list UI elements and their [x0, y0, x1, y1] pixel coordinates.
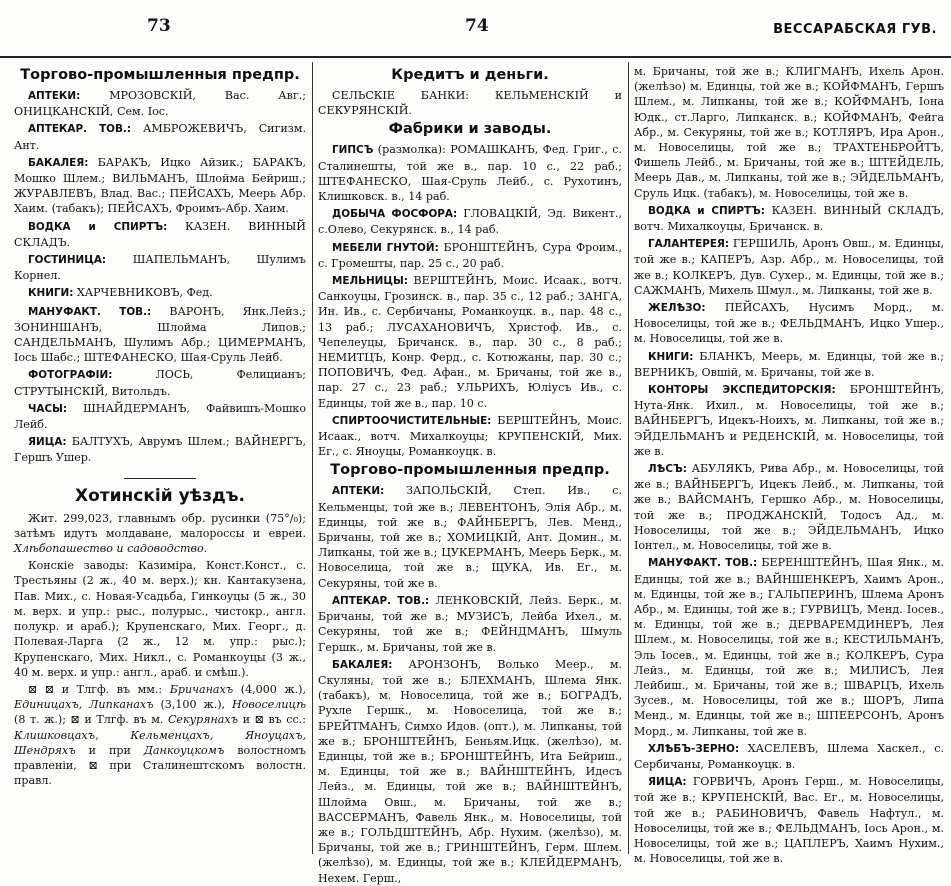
- entry-text: ПЕЙСАХЪ, Нусимъ Морд., м. Новоселицы, той же в.; ФЕЛЬДМАНЪ, Ицко Ушер., м. Новоселицы, той же в.: [634, 301, 944, 346]
- entry-category: ВОДКА и СПИРТЪ:: [28, 220, 168, 233]
- entry-text: АБУЛЯКЪ, Рива Абр., м. Новоселицы, той же в.; ВАЙНБЕРГЪ, Ицекъ Лейб., м. Липканы, той же в.; ВАЙСМАНЪ, Гершко Абр., м. Новоселицы, той же в.; ПРОДЖАНСКІЙ, Тодосъ Ад., м. Новоселицы, той же в.; ЭЙДЕЛЬМАНЪ, Ицко Іонтел., м. Новоселицы, той же в.: [634, 462, 944, 553]
- entry-text: КАЗЕН. ВИННЫЙ СКЛАДЪ, вотч. Михалкоуцы, Бричанск. в.: [634, 203, 944, 234]
- directory-entry: [634, 349, 944, 380]
- entry-category: СПИРТООЧИСТИТЕЛЬНЫЕ:: [332, 414, 492, 427]
- directory-entry: [14, 434, 306, 465]
- directory-entry: [634, 555, 944, 738]
- entry-category: ГАЛАНТЕРЕЯ:: [648, 238, 730, 251]
- directory-entry: [634, 236, 944, 298]
- entry-category: ХЛѢБЪ-ЗЕРНО:: [648, 742, 740, 755]
- entry-category: ФОТОГРАФІИ:: [28, 369, 113, 382]
- entry-text: ЛЕНКОВСКІЙ, Лейз. Берк., м. Бричаны, той же в.; МУЗИСЪ, Лейба Ихел., м. Секуряны, той же в.; ФЕЙНДМАНЪ, Шмуль Гершк., м. Бричаны, той же в.: [318, 593, 622, 654]
- directory-entry: [14, 121, 306, 152]
- directory-entry: [14, 304, 306, 366]
- directory-entry: [318, 483, 622, 590]
- uezd-title: Хотинскій уѣздъ.: [75, 485, 245, 506]
- entry-category: МАНУФАКТ. ТОВ.:: [28, 305, 152, 318]
- directory-entry: [14, 285, 306, 301]
- directory-entry: [14, 367, 306, 398]
- directory-entry: [634, 382, 944, 459]
- entry-list: [634, 203, 944, 867]
- column-divider: [628, 62, 629, 854]
- entry-text: АРОНЗОНЪ, Волько Меер., м. Скуляны, той же в.; БЛЕХМАНЪ, Шлема Янк. (табакъ), м. Новоселица, той же в.; БОГРАДЪ, Рухле Гершк., м. Новоселица, той же в.; БРЕЙТМАНЪ, Симхо Идов. (опт.), м. Липканы, той же в.; БРОНШТЕЙНЪ, Беньям.Ицк. (желѣзо), м. Единцы, той же в.; БРОНШТЕЙНЪ, Ита Бейриш., м. Единцы, той же в.; ВАЙНШТЕЙНЪ, Идесъ Лейз., м. Единцы, той же в.; ВАЙНШТЕЙНЪ, Шлойма Овш., м. Бричаны, той же в.; ВАССЕРМАНЪ, Фавель Янк., м. Новоселицы, той же в.; ГОЛЬДШТЕЙНЪ, Абр. Нухим. (желѣзо), м. Бричаны, той же в.; ГРИНШТЕЙНЪ, Герм. Шлем. (желѣзо), м. Единцы, той же в.; КЛЕЙДЕРМАНЪ, Нехем. Герш.,: [318, 657, 622, 885]
- directory-entry: [634, 774, 944, 866]
- directory-entry: [14, 219, 306, 250]
- entry-text: АМБРОЖЕВИЧЪ, Сигизм. Ант.: [14, 122, 306, 152]
- directory-entry: [318, 657, 622, 886]
- trade-section-title: Торгово-промышленныя предпр.: [330, 462, 610, 479]
- entry-text: МРОЗОВСКІЙ, Вас. Авг.; ОНИЦКАНСКІЙ, Сем. Іос.: [14, 89, 306, 119]
- column-3: [634, 64, 944, 866]
- entry-category: ЛѢСЪ:: [648, 463, 687, 476]
- entry-category: ЯИЦА:: [648, 776, 687, 789]
- entry-text: (размолка): РОМАШКАНЪ, Фед. Григ., с. Сталинешты, той же в., пар. 10 с., 22 раб.; ШТЕФАНЕСКО, Шая-Сруль Лейб., с. Рухотинъ, Клишковск. в., 14 раб.: [318, 143, 622, 204]
- entry-text: БЛАНКЪ, Меерь, м. Единцы, той же в.; ВЕРНИКЪ, Овшій, м. Бричаны, той же в.: [634, 349, 944, 379]
- directory-entry: [634, 461, 944, 553]
- uezd-description: Жит. 299,023, главнымъ обр. русинки (75°/₀); затѣмъ идутъ молдаване, малороссы и евреи. Хлѣбопашество и садоводство.: [14, 511, 306, 556]
- entry-text: БРОНШТЕЙНЪ, Сура Фроим., с. Громешты, пар. 25 с., 20 раб.: [318, 240, 623, 270]
- entry-category: КНИГИ:: [28, 287, 74, 300]
- entry-text: ХАСЕЛЕВЪ, Шлема Хаскел., с. Сербичаны, Романкоуцк. в.: [634, 741, 944, 771]
- entry-text: ВАРОНЪ, Янк.Лейз.; ЗОНИНШАНЪ, Шлойма Липов.; САНДЕЛЬМАНЪ, Шулимъ Абр.; ЦИМЕРМАНЪ, Іось Шабс.; ШТЕФАНЕСКО, Шая-Сруль Лейб.: [14, 304, 306, 365]
- separator-line: [124, 478, 196, 479]
- entry-category: МАНУФАКТ. ТОВ.:: [648, 557, 758, 570]
- directory-entry: [14, 252, 306, 283]
- entry-text: ГЛОВАЦКІЙ, Эд. Викент., с.Олево, Секурянск. в., 14 раб.: [318, 207, 622, 237]
- entry-category: ДОБЫЧА ФОСФОРА:: [332, 208, 458, 221]
- factories-list: [318, 142, 622, 459]
- trade-list: [318, 483, 622, 885]
- entry-category: АПТЕКИ:: [332, 485, 385, 498]
- entry-category: КНИГИ:: [648, 350, 694, 363]
- entry-text: БЕРЕНШТЕЙНЪ, Шая Янк., м. Единцы, той же в.; ВАЙНШЕНКЕРЪ, Хаимъ Арон., м. Единцы, той же в.; ГАЛЬПЕРИНЪ, Шлема Аронъ Абр., м. Единцы, той же в.; ГУРВИЦЪ, Менд. Іосев., м. Единцы, той же в.; ДЕРВАРЕМДИНЕРЪ, Лея Шлем., м. Новоселицы, той же в.; КЕСТИЛЬМАНЪ, Эль Іосев., м. Единцы, той же в.; КОЛКЕРЪ, Сура Лейз., м. Единцы, той же в.; МИЛИСЪ, Лея Лейбиш., м. Бричаны, той же в.; ШВАРЦЪ, Ихель Зусев., м. Новоселицы, той же в.; ШОРЪ, Липа Менд., м. Единцы, той же в.; ШПЕЕРСОНЪ, Аронъ Морд., м. Липканы, той же в.: [634, 556, 944, 738]
- entry-text: ЗАПОЛЬСКІЙ, Степ. Ив., с. Кельменцы, той же в.; ЛЕВЕНТОНЪ, Элія Абр., м. Единцы, той же в.; ФАЙНБЕРГЪ, Лев. Менд., Бричаны, той же в.; ХОМИЦКІЙ, Ант. Домин., м. Липканы, той же в.; ЦУКЕРМАНЪ, Меерь Берк., м. Новоселица, той же в.; ЩУКА, Ив. Ег., м. Секуряны, той же в.: [318, 484, 622, 590]
- entry-category: МЕБЕЛИ ГНУТОЙ:: [332, 241, 439, 254]
- entry-category: АПТЕКАР. ТОВ.:: [28, 123, 132, 136]
- postal-paragraph: ⊠ ⊠ и Тлгф. въ мм.: Бричанахъ (4,000 ж.), Единицахъ, Липканахъ (3,100 ж.), Новоселицѣ (8 т. ж.); ⊠ и Тлгф. въ м. Секурянахъ и ⊠ въ сс.: Клишковцахъ, Кельменцахъ, Яноуцахъ, Шендряхъ и при Данкоуцкомъ волостномъ правленіи, ⊠ при Сталинештскомъ волостн. правл.: [14, 682, 306, 788]
- page-number-left: 73: [147, 16, 171, 36]
- credit-paragraph: СЕЛЬСКІЕ БАНКИ: КЕЛЬМЕНСКІЙ и СЕКУРЯНСКІЙ.: [318, 89, 622, 118]
- entry-category: ЯИЦА:: [28, 436, 67, 449]
- entry-text: ГОРВИЧЪ, Аронъ Герш., м. Новоселицы, той же в.; КРУПЕНСКІЙ, Вас. Ег., м. Новоселицы, той же в.; РАБИНОВИЧЪ, Фавель Нафтул., м. Новоселицы, той же в.; ФЕЛЬДМАНЪ, Іось Арон., м. Новоселицы, той же в.; ЦАПЛЕРЪ, Хаимъ Нухим., м. Новоселицы, той же в.: [634, 775, 944, 866]
- directory-entry: [318, 142, 622, 204]
- entry-text: КАЗЕН. ВИННЫЙ СКЛАДЪ.: [14, 219, 306, 249]
- directory-entry: [14, 155, 306, 217]
- directory-entry: [318, 593, 622, 655]
- entry-text: БЕРШТЕЙНЪ, Моис. Исаак., вотч. Михалкоуцы; КРУПЕНСКІЙ, Мих. Ег., с. Яноуцы, Романкоуцк. в.: [318, 413, 622, 459]
- entry-category: КОНТОРЫ ЭКСПЕДИТОРСКІЯ:: [648, 384, 836, 397]
- page-number-center: 74: [465, 16, 489, 36]
- region-heading: ВЕССАРАБСКАЯ ГУВ.: [773, 22, 937, 37]
- entry-text: БРОНШТЕЙНЪ, Нута-Янк. Ихил., м. Новоселицы, той же в.; ВАЙНБЕРГЪ, Ицекъ-Ноихъ, м. Липканы, той же в.; ЭЙДЕЛЬМАНЪ и РЕДЕНСКІЙ, м. Новоселицы, той же в.: [634, 383, 944, 458]
- entry-category: ЖЕЛѢЗО:: [648, 302, 706, 315]
- entry-text: ШНАЙДЕРМАНЪ, Файвишъ-Мошко Лейб.: [14, 401, 306, 432]
- directory-entry: [634, 741, 944, 772]
- entry-text: ЛОСЬ, Фелицианъ; СТРУТЫНСКІЙ, Витольдъ.: [14, 368, 306, 398]
- directory-entry: [318, 240, 622, 271]
- directory-entry: [634, 300, 944, 347]
- entry-category: ГОСТИНИЦА:: [28, 254, 107, 267]
- directory-entry: [318, 273, 622, 411]
- entry-text: ШАПЕЛЬМАНЪ, Шулимъ Корнел.: [14, 253, 306, 283]
- column-2: [318, 64, 623, 885]
- entry-category: БАКАЛЕЯ:: [332, 658, 393, 671]
- directory-entry: [634, 203, 944, 234]
- entry-category: ВОДКА и СПИРТЪ:: [648, 204, 765, 217]
- column-divider: [312, 62, 313, 854]
- entry-list: [14, 88, 306, 466]
- entry-category: БАКАЛЕЯ:: [28, 156, 89, 169]
- column-1: [14, 64, 306, 854]
- entry-text: ХАРЧЕВНИКОВЪ, Фед.: [73, 286, 213, 300]
- entry-category: ЧАСЫ:: [28, 402, 67, 415]
- directory-entry: [318, 206, 622, 237]
- page-header: [0, 0, 951, 58]
- entry-category: МЕЛЬНИЦЫ:: [332, 275, 408, 288]
- directory-entry: [14, 88, 306, 119]
- entry-text: ГЕРШИЛЬ, Аронъ Овш., м. Единцы, той же в.; КАПЕРЪ, Азр. Абр., м. Новоселицы, той же в.; КОЛКЕРЪ, Дув. Сухер., м. Единцы, той же в.; САЖМАНЪ, Михель Шмул., м. Липканы, той же в.: [634, 237, 944, 297]
- continued-paragraph: м. Бричаны, той же в.; КЛИГМАНЪ, Ихель Арон. (желѣзо) м. Единцы, той же в.; КОЙФМАНЪ, Гершъ Шлем., м. Липканы, той же в.; КОЙФМАНЪ, Іона Юдк., ст.Ларго, Липканск. в.; КОЙФМАНЪ, Фейга Абр., м. Секуряны, той же в.; КОТЛЯРЪ, Ира Арон., м. Новоселицы, той же в.; ТРАХТЕНБРОЙТЪ, Фишель Лейб., м. Бричаны, той же в.; ШТЕЙДЕЛЬ, Меерь Дав., м. Липканы, той же в.; ЭЙДЕЛЬМАНЪ, Сруль Ицк. (табакъ), м. Новоселицы, той же в.: [634, 65, 944, 200]
- factories-section-title: Фабрики и заводы.: [388, 121, 552, 138]
- section-title: Торгово-промышленныя предпр.: [20, 67, 300, 83]
- directory-entry: [14, 401, 306, 432]
- entry-text: БАЛТУХЪ, Аврумъ Шлем.; ВАЙНЕРГЪ, Гершъ Ушер.: [14, 435, 306, 465]
- credit-section-title: Кредитъ и деньги.: [391, 67, 549, 83]
- entry-text: БАРАКЪ, Ицко Айзик.; БАРАКЪ, Мошко Шлем.; ВИЛЬМАНЪ, Шлойма Бейриш.; ЖУРАВЛЕВЪ, Влад. Вас.; ПЕЙСАХЪ, Меерь Абр. Хаим. (табакъ); ПЕЙСАХЪ, Фроимъ-Абр. Хаим.: [14, 155, 306, 216]
- entry-category: АПТЕКИ:: [28, 90, 81, 102]
- directory-entry: [318, 413, 622, 460]
- entry-category: ГИПСЪ: [332, 144, 374, 157]
- entry-category: АПТЕКАР. ТОВ.:: [332, 594, 430, 607]
- entry-text: ВЕРШТЕЙНЪ, Моис. Исаак., вотч. Санкоуцы, Грозинск. в., пар. 35 с., 12 раб.; ЗАНГА, Ин. Ив., с. Сербичаны, Романкоуцк. в., пар. 48 с., 13 раб.; ЛУСАХАНОВИЧЪ, Христоф. Ив., с. Чепелеуцы, Бричанск. в., пар. 30 с., 8 раб.; НЕМИТЦЪ, Конр. Ферд., с. Котюжаны, пар. 30 с.; ПОПОВИЧЪ, Фед. Афан., м. Бричаны, той же в., пар. 27 с., 23 раб.; УЛЬРИХЪ, Юліусъ Ив., с. Единцы, той же в., пар. 10 с.: [318, 274, 622, 410]
- stud-farms-paragraph: Конскіе заводы: Казиміра, Конст.Конст., с. Трестьяны (2 ж., 40 м. верх.); кн. Кантакузена, Пав. Мих., с. Новая-Усадьба, Гинкоуцы (5 ж., 30 м. верх. и упр.: рыс., полурыс., чистокр., англ. полукр. и араб.); Крупенскаго, Мих. Георг., д. Полевая-Ларга (2 ж., 12 м. упр.: рыс.); Крупенскаго, Мих. Никл., с. Романкоуцы (3 ж., 40 м. верх. и упр.: англ., араб. и смѣш.).: [14, 559, 306, 679]
